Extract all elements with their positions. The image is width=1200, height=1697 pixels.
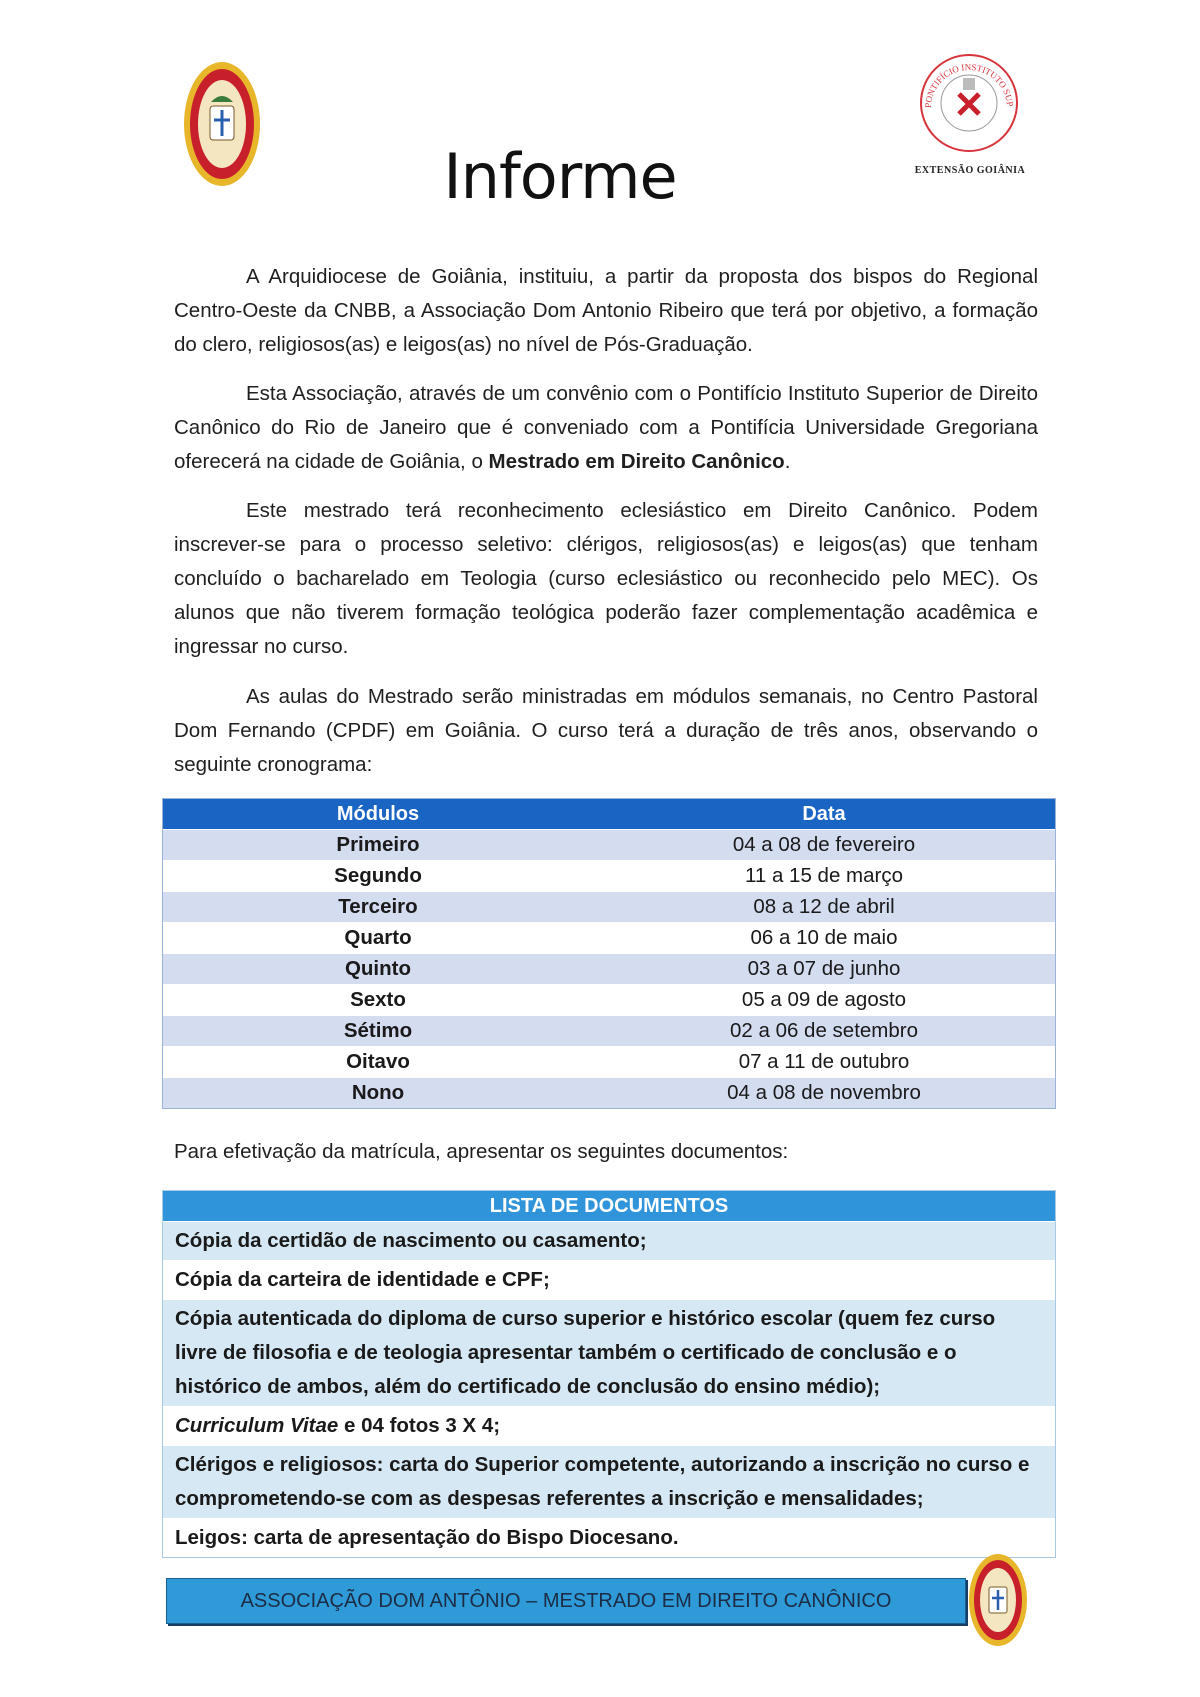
date-cell: 05 a 09 de agosto — [741, 988, 907, 1011]
module-cell: Nono — [351, 1081, 405, 1104]
footer-text: ASSOCIAÇÃO DOM ANTÔNIO – MESTRADO EM DIREITO CANÔNICO — [240, 1590, 892, 1612]
paragraph-1: A Arquidiocese de Goiânia, instituiu, a partir da proposta dos bispos do Regional Centro-Oeste da CNBB, a Associação Dom Antonio Ribeiro que terá por objetivo, a formação do clero, religiosos(as) e leigos(as) no nível de Pós-Graduação. — [174, 265, 1038, 356]
list-item-rest: e 04 fotos 3 X 4; — [338, 1414, 501, 1437]
paragraph-3: Este mestrado terá reconhecimento eclesiástico em Direito Canônico. Podem inscrever-se para o processo seletivo: clérigos, religiosos(as) e leigos(as) que tenham concluído o bacharelado em Teologia (curso eclesiástico ou reconhecido pelo MEC). Os alunos que não tiverem formação teológica poderão fazer complementação acadêmica e ingressar no curso. — [174, 499, 1038, 658]
module-cell: Quinto — [344, 957, 412, 980]
paragraph-2-text: Esta Associação, através de um convênio com o Pontifício Instituto Superior de Direito Canônico do Rio de Janeiro que é conveniado com a Pontifícia Universidade Gregoriana oferecerá na cidade de Goiânia, o — [174, 382, 1038, 473]
logo-caption: EXTENSÃO GOIÂNIA — [914, 165, 1026, 176]
list-item — [163, 1406, 1055, 1445]
list-item: Cópia da carteira de identidade e CPF; — [163, 1260, 1055, 1299]
table-row — [163, 891, 1055, 922]
list-item: Clérigos e religiosos: carta do Superior competente, autorizando a inscrição no curso e comprometendo-se com as despesas referentes a inscrição e mensalidades; — [163, 1445, 1055, 1518]
footer-crest-logo — [968, 1552, 1028, 1648]
curriculum-vitae-term: Curriculum Vitae — [175, 1414, 339, 1437]
list-item: Leigos: carta de apresentação do Bispo Diocesano. — [163, 1518, 1055, 1557]
documents-table — [162, 1190, 1056, 1558]
table-row — [163, 1046, 1055, 1077]
column-header-modules: Módulos — [336, 803, 420, 825]
documents-intro: Para efetivação da matrícula, apresentar os seguintes documentos: — [174, 1140, 789, 1163]
date-cell: 04 a 08 de fevereiro — [732, 833, 916, 856]
paragraph-2-end: . — [784, 450, 791, 473]
table-row — [163, 984, 1055, 1015]
module-cell: Quarto — [344, 926, 412, 949]
date-cell: 08 a 12 de abril — [753, 895, 895, 918]
schedule-table — [162, 798, 1056, 1109]
module-cell: Oitavo — [346, 1050, 410, 1073]
table-row — [163, 860, 1055, 891]
documents-header: LISTA DE DOCUMENTOS — [163, 1191, 1055, 1221]
paragraph-4: As aulas do Mestrado serão ministradas em módulos semanais, no Centro Pastoral Dom Fernando (CPDF) em Goiânia. O curso terá a duração de três anos, observando o seguinte cronograma: — [174, 685, 1038, 776]
table-row — [163, 922, 1055, 953]
module-cell: Terceiro — [338, 895, 418, 918]
schedule-header-row — [163, 799, 1055, 829]
table-row — [163, 953, 1055, 984]
institute-seal-logo — [913, 48, 1025, 158]
course-name-highlight: Mestrado em Direito Canônico — [488, 450, 785, 473]
table-row — [163, 1015, 1055, 1046]
date-cell: 06 a 10 de maio — [750, 926, 898, 949]
archdiocese-crest-logo — [183, 60, 261, 188]
seal-ring-text: PONTIFÍCIO INSTITUTO SUP — [922, 61, 1016, 109]
table-row — [163, 1077, 1055, 1108]
date-cell: 04 a 08 de novembro — [727, 1081, 921, 1104]
date-cell: 03 a 07 de junho — [747, 957, 901, 980]
module-cell: Primeiro — [336, 833, 420, 856]
list-item: Cópia da certidão de nascimento ou casamento; — [163, 1221, 1055, 1260]
page-title: Informe — [443, 140, 677, 213]
column-header-date: Data — [802, 803, 846, 825]
module-cell: Sétimo — [343, 1019, 413, 1042]
date-cell: 02 a 06 de setembro — [729, 1019, 919, 1042]
paragraph-2 — [174, 377, 1038, 479]
module-cell: Segundo — [334, 864, 422, 887]
list-item: Cópia autenticada do diploma de curso superior e histórico escolar (quem fez curso livre de filosofia e de teologia apresentar também o certificado de conclusão e o histórico de ambos, além do certificado de conclusão do ensino médio); — [163, 1299, 1055, 1406]
date-cell: 11 a 15 de março — [744, 864, 904, 887]
module-cell: Sexto — [350, 988, 406, 1011]
date-cell: 07 a 11 de outubro — [738, 1050, 910, 1073]
table-row — [163, 829, 1055, 860]
footer-banner — [166, 1578, 966, 1624]
